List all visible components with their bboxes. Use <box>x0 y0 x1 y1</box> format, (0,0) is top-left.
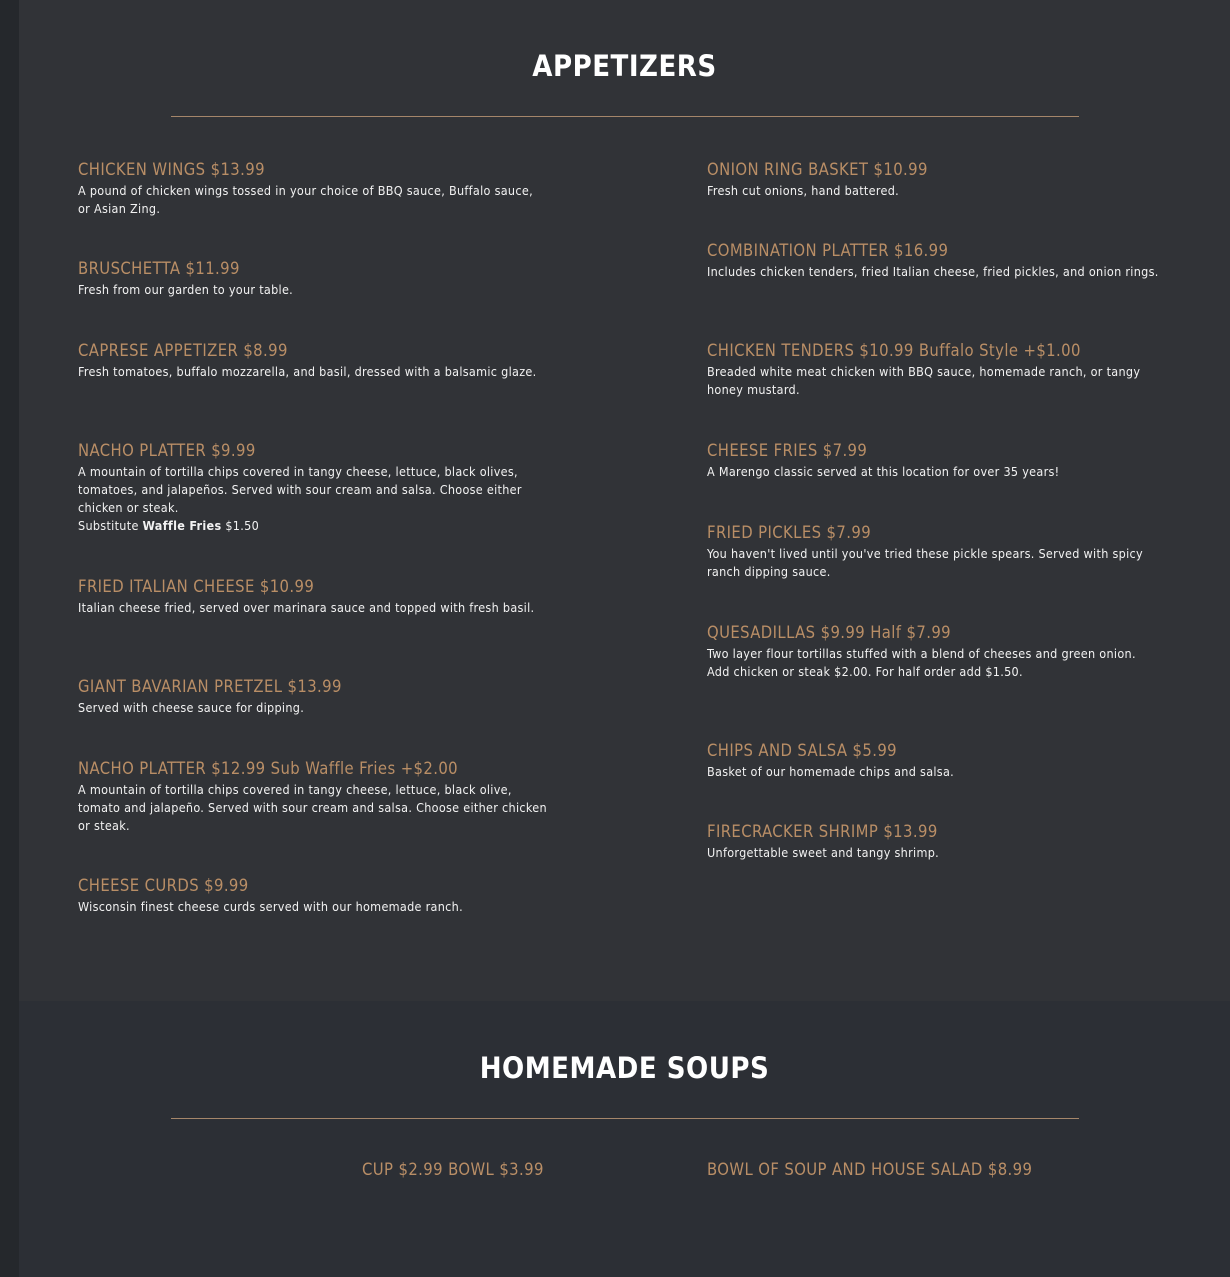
menu-item-firecracker-shrimp <box>707 821 1177 862</box>
substitution-prefix: Substitute <box>78 518 143 533</box>
substitution-item: Waffle Fries <box>142 518 222 533</box>
menu-item-description: Wisconsin finest cheese curds served with our homemade ranch. <box>78 899 463 914</box>
menu-item-description-addon: Add chicken or steak $2.00. For half order add $1.50. <box>707 664 1023 679</box>
menu-item-title: FRIED PICKLES $7.99 <box>707 523 872 542</box>
menu-item-description: Fresh cut onions, hand battered. <box>707 183 900 198</box>
menu-item-description: Italian cheese fried, served over marinara sauce and topped with fresh basil. <box>78 600 535 615</box>
menu-item-title: CHEESE FRIES $7.99 <box>707 441 868 460</box>
menu-item-bruschetta <box>78 258 548 299</box>
menu-item-quesadillas <box>707 622 1177 681</box>
menu-item-nacho-platter-large <box>78 758 548 835</box>
substitution-price: $1.50 <box>221 518 260 533</box>
menu-item-description: Fresh from our garden to your table. <box>78 282 294 297</box>
menu-item-title: CAPRESE APPETIZER $8.99 <box>78 341 288 360</box>
menu-item-combination-platter <box>707 240 1177 281</box>
soups-heading: HOMEMADE SOUPS <box>479 1051 770 1085</box>
menu-item-caprese-appetizer <box>78 340 548 381</box>
menu-item-giant-bavarian-pretzel <box>78 676 548 717</box>
menu-item-fried-pickles <box>707 522 1177 581</box>
appetizers-divider <box>171 116 1079 117</box>
menu-item-description: Two layer flour tortillas stuffed with a blend of cheeses and green onion. <box>707 646 1136 661</box>
menu-item-description: A Marengo classic served at this location for over 35 years! <box>707 464 1060 479</box>
menu-item-title: BRUSCHETTA $11.99 <box>78 259 240 278</box>
menu-item-description: Served with cheese sauce for dipping. <box>78 700 305 715</box>
menu-item-title: FRIED ITALIAN CHEESE $10.99 <box>78 577 315 596</box>
appetizers-heading: APPETIZERS <box>532 49 717 83</box>
menu-item-title: CHICKEN WINGS $13.99 <box>78 160 265 179</box>
soups-section <box>19 1001 1230 1277</box>
menu-item-chicken-wings <box>78 159 548 218</box>
menu-item-fried-italian-cheese <box>78 576 548 617</box>
menu-item-title: ONION RING BASKET $10.99 <box>707 160 928 179</box>
menu-item-description: You haven't lived until you've tried these pickle spears. Served with spicy ranch dipping sauce. <box>707 546 1143 579</box>
menu-item-description: Unforgettable sweet and tangy shrimp. <box>707 845 940 860</box>
menu-item-description: A pound of chicken wings tossed in your choice of BBQ sauce, Buffalo sauce, or Asian Zing. <box>78 183 533 216</box>
menu-item-title: GIANT BAVARIAN PRETZEL $13.99 <box>78 677 342 696</box>
menu-item-chicken-tenders <box>707 340 1177 399</box>
menu-item-description: Fresh tomatoes, buffalo mozzarella, and basil, dressed with a balsamic glaze. <box>78 364 537 379</box>
soup-cup-bowl-price: CUP $2.99 BOWL $3.99 <box>362 1160 544 1179</box>
menu-item-title: NACHO PLATTER $12.99 Sub Waffle Fries +$2.00 <box>78 759 459 778</box>
menu-item-nacho-platter <box>78 440 548 535</box>
menu-item-description: Basket of our homemade chips and salsa. <box>707 764 955 779</box>
menu-item-title: CHICKEN TENDERS $10.99 Buffalo Style +$1.00 <box>707 341 1081 360</box>
menu-item-title: FIRECRACKER SHRIMP $13.99 <box>707 822 938 841</box>
menu-item-title: COMBINATION PLATTER $16.99 <box>707 241 949 260</box>
menu-item-onion-ring-basket <box>707 159 1177 200</box>
menu-item-cheese-curds <box>78 875 548 916</box>
menu-item-title: QUESADILLAS $9.99 Half $7.99 <box>707 623 952 642</box>
soup-and-salad-price: BOWL OF SOUP AND HOUSE SALAD $8.99 <box>707 1160 1033 1179</box>
menu-item-description: Includes chicken tenders, fried Italian cheese, fried pickles, and onion rings. <box>707 264 1159 279</box>
menu-item-substitution <box>78 517 548 535</box>
menu-item-description: A mountain of tortilla chips covered in tangy cheese, lettuce, black olive, tomato and jalapeño. Served with sour cream and salsa. Choose either chicken or steak. <box>78 782 547 833</box>
menu-item-title: CHEESE CURDS $9.99 <box>78 876 249 895</box>
menu-item-description: Breaded white meat chicken with BBQ sauce, homemade ranch, or tangy honey mustard. <box>707 364 1141 397</box>
page-left-edge <box>0 0 19 1277</box>
soups-divider <box>171 1118 1079 1119</box>
menu-item-chips-and-salsa <box>707 740 1177 781</box>
appetizers-section <box>19 0 1230 1001</box>
menu-item-description: A mountain of tortilla chips covered in tangy cheese, lettuce, black olives, tomatoes, and jalapeños. Served with sour cream and salsa. Choose either chicken or steak. <box>78 464 522 515</box>
menu-item-cheese-fries <box>707 440 1177 481</box>
menu-item-title: NACHO PLATTER $9.99 <box>78 441 256 460</box>
menu-item-title: CHIPS AND SALSA $5.99 <box>707 741 898 760</box>
